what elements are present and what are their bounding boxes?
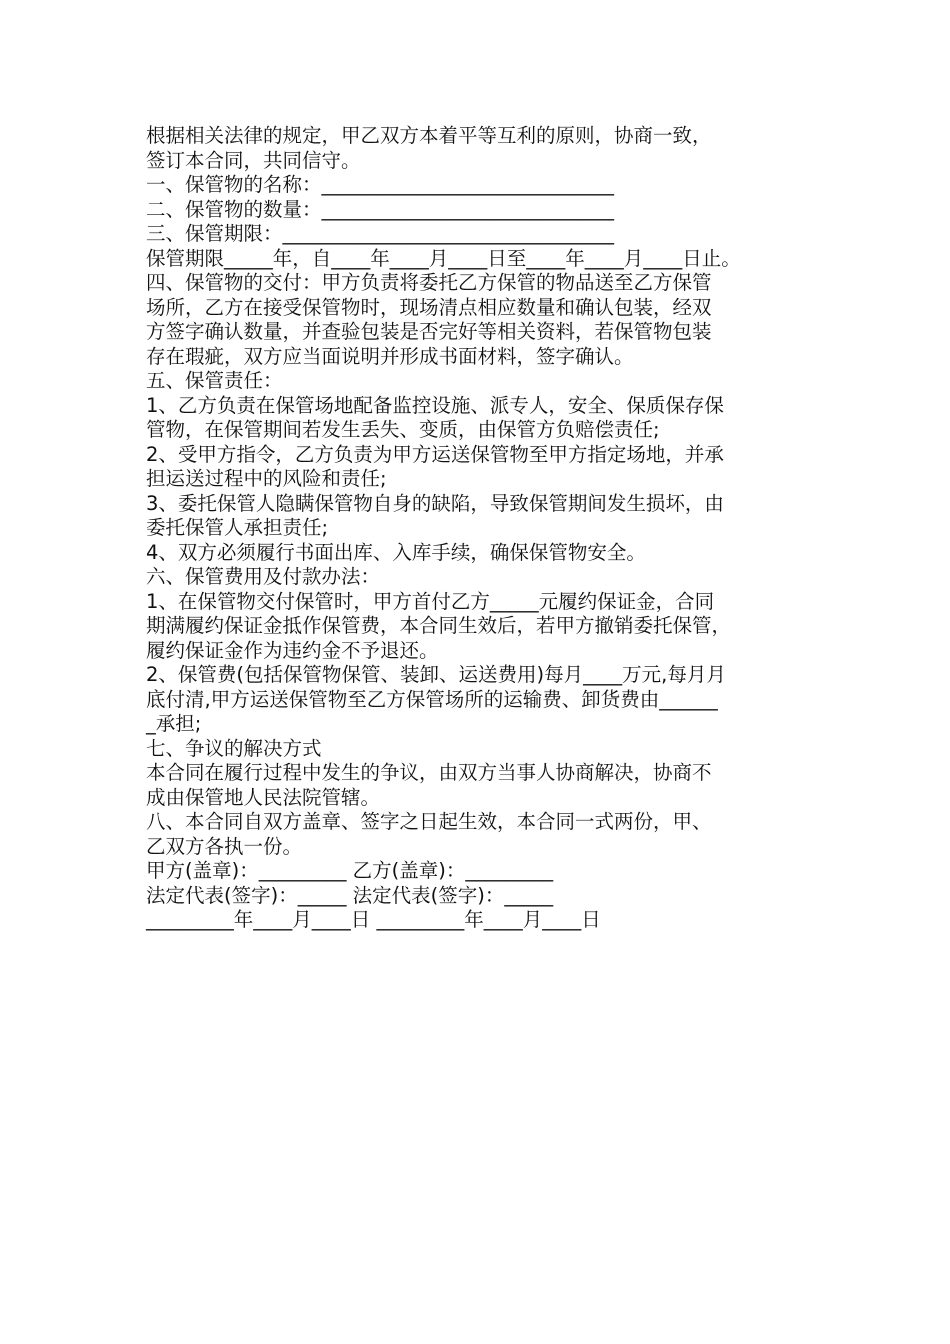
text-line: 4、双方必须履行书面出库、入库手续，确保保管物安全。 <box>146 540 646 564</box>
text-line: 履约保证金作为违约金不予退还。 <box>146 638 439 662</box>
text-line: 2、保管费(包括保管物保管、装卸、运送费用)每月____万元,每月月 <box>146 663 726 686</box>
text-line: 期满履约保证金抵作保管费，本合同生效后，若甲方撤销委托保管， <box>146 614 732 637</box>
text-line: _________年____月____日 _________年____月____日 <box>146 908 601 931</box>
text-line: 一、保管物的名称：______________________________ <box>146 173 615 196</box>
text-line: _承担; <box>146 712 202 735</box>
text-line: 本合同在履行过程中发生的争议，由双方当事人协商解决，协商不 <box>146 761 712 784</box>
text-line: 2、受甲方指令，乙方负责为甲方运送保管物至甲方指定场地，并承 <box>146 442 724 466</box>
text-line: 成由保管地人民法院管辖。 <box>146 785 381 809</box>
text-line: 六、保管费用及付款办法： <box>146 565 381 588</box>
text-line: 甲方(盖章)：_________ 乙方(盖章)：_________ <box>146 859 554 882</box>
text-line: 法定代表(签字)：_____ 法定代表(签字)：_____ <box>146 883 554 907</box>
text-line: 管物，在保管期间若发生丢失、变质，由保管方负赔偿责任; <box>146 418 660 441</box>
text-line: 保管期限_____年，自____年____月____日至____年____月____日止。 <box>146 246 741 270</box>
text-line: 五、保管责任： <box>146 369 283 392</box>
text-line: 四、保管物的交付：甲方负责将委托乙方保管的物品送至乙方保管 <box>146 271 712 294</box>
text-line: 签订本合同，共同信守。 <box>146 148 361 172</box>
text-line: 根据相关法律的规定，甲乙双方本着平等互利的原则，协商一致， <box>146 124 712 147</box>
text-line: 底付清,甲方运送保管物至乙方保管场所的运输费、卸货费由______ <box>146 687 718 711</box>
text-line: 七、争议的解决方式 <box>146 736 322 760</box>
text-line: 3、委托保管人隐瞒保管物自身的缺陷，导致保管期间发生损坏，由 <box>146 491 724 515</box>
text-line: 场所，乙方在接受保管物时，现场清点相应数量和确认包装，经双 <box>146 295 712 319</box>
text-line: 二、保管物的数量：______________________________ <box>146 197 615 221</box>
text-line: 担运送过程中的风险和责任; <box>146 467 387 490</box>
text-line: 三、保管期限：__________________________________ <box>146 222 615 245</box>
text-line: 委托保管人承担责任; <box>146 516 329 539</box>
text-line: 八、本合同自双方盖章、签字之日起生效，本合同一式两份，甲、 <box>146 810 712 833</box>
text-line: 1、乙方负责在保管场地配备监控设施、派专人，安全、保质保存保 <box>146 393 724 417</box>
text-line: 1、在保管物交付保管时，甲方首付乙方_____元履约保证金，合同 <box>146 589 715 613</box>
contract-body <box>146 124 816 933</box>
text-line: 方签字确认数量，并查验包装是否完好等相关资料，若保管物包装 <box>146 320 712 343</box>
text-line: 乙双方各执一份。 <box>146 834 303 858</box>
text-line: 存在瑕疵，双方应当面说明并形成书面材料，签字确认。 <box>146 344 634 368</box>
